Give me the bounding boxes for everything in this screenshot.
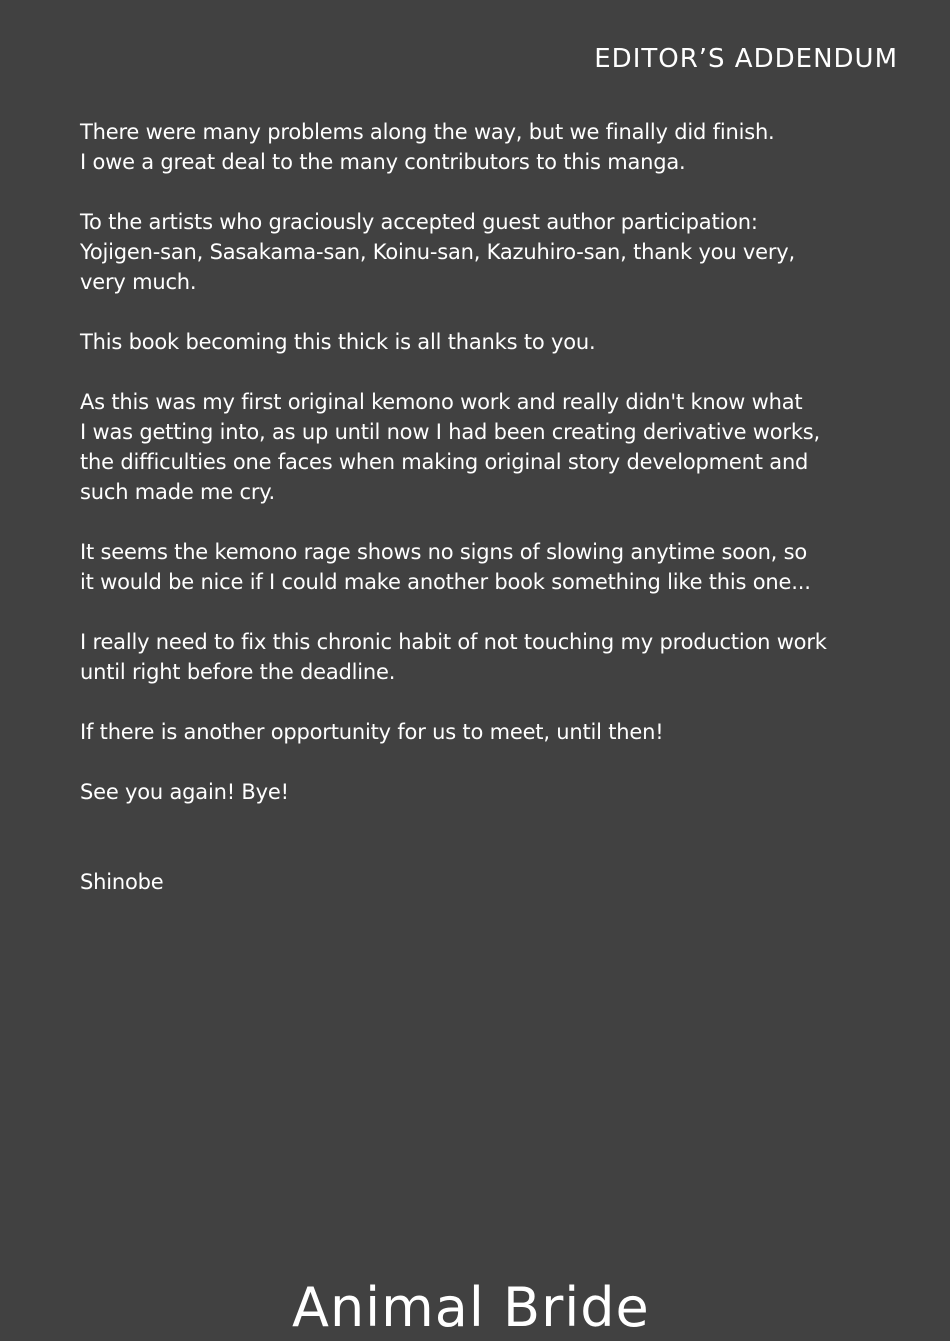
paragraph: As this was my first original kemono work and really didn't know what I was getting into, as up until now I had been creating derivative works, the difficulties one faces when making original story development and such made me cry. <box>80 390 821 504</box>
paragraph: I really need to fix this chronic habit of not touching my production work until right before the deadline. <box>80 630 827 684</box>
paragraph: See you again! Bye! <box>80 780 289 804</box>
paragraph: There were many problems along the way, but we finally did finish. I owe a great deal to the many contributors to this manga. <box>80 120 775 174</box>
page-heading: EDITOR’S ADDENDUM <box>594 44 898 74</box>
paragraph: To the artists who graciously accepted guest author participation: Yojigen-san, Sasakama-san, Koinu-san, Kazuhiro-san, thank you very, very much. <box>80 210 795 294</box>
paragraph: This book becoming this thick is all thanks to you. <box>80 330 596 354</box>
addendum-body <box>80 117 880 927</box>
book-title: Animal Bride <box>292 1276 650 1339</box>
paragraph: It seems the kemono rage shows no signs of slowing anytime soon, so it would be nice if I could make another book something like this one... <box>80 540 811 594</box>
paragraph: If there is another opportunity for us to meet, until then! <box>80 720 664 744</box>
signature: Shinobe <box>80 870 164 894</box>
